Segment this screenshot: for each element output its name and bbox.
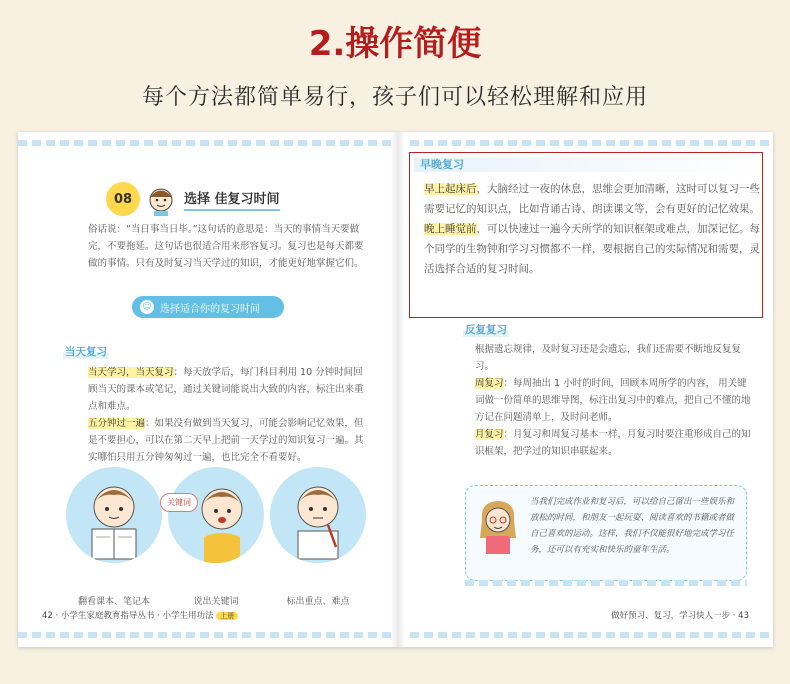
tip-note-bar — [465, 580, 747, 586]
smile-icon: ☺ — [140, 300, 154, 314]
illustration-marking — [270, 467, 366, 563]
page-subtitle: 每个方法都简单易行，孩子们可以轻松理解和应用 — [141, 85, 648, 110]
morning-label: 早上起床后 — [424, 183, 477, 195]
month-label: 月复习 — [475, 429, 504, 440]
boy-face-icon — [144, 182, 178, 216]
right-page — [405, 132, 773, 647]
repeat-review-text — [475, 341, 755, 460]
tip-note-text: 当我们完成作业和复习后，可以给自己留出一些娱乐和放松的时间，和朋友一起玩耍、阅读喜欢的书籍或者做自己喜欢的运动。这样，我们不仅能很好地完成学习任务，还可以有充实和快乐的童年生活。 — [530, 497, 735, 555]
section-label-same-day: 当天复习 — [65, 346, 107, 358]
week-label: 周复习 — [475, 378, 504, 389]
section-label-repeat: 反复复习 — [465, 324, 507, 336]
lesson-number-badge: 08 — [106, 182, 140, 216]
box-label-bar — [414, 158, 760, 172]
caption-2: 说出关键词 — [193, 597, 239, 607]
open-book — [18, 132, 773, 647]
review-intro: 根据遗忘规律，及时复习还是会遗忘，我们还需要不断地反复复习。 — [475, 344, 742, 372]
illustration-reading — [66, 467, 162, 563]
left-footer-text: 42 · 小学生家庭教育指导丛书 · 小学生用功法 — [42, 611, 214, 621]
teacher-face-icon — [476, 498, 520, 554]
lesson-title — [106, 182, 280, 216]
daily-label-2: 五分钟过一遍 — [88, 418, 146, 429]
evening-text: ，可以快速过一遍今天所学的知识框架或难点，加深记忆。每个同学的生物钟和学习习惯都不一样，要根据自己的实际情况和需要，灵活选择合适的复习时间。 — [424, 223, 760, 275]
morning-text: ，大脑经过一夜的休息，思维会更加清晰，这时可以复习一些需要记忆的知识点，比如背诵古诗、朗读课文等，会有更好的记忆效果。 — [424, 183, 760, 215]
keyword-bubble: 关键词 — [160, 493, 198, 512]
daily-label-1: 当天学习，当天复习 — [88, 367, 174, 378]
daily-review-text — [88, 364, 366, 466]
daily-text-2: ：如果没有做到当天复习，可能会影响记忆效果，但是不要担心，可以在第二天早上把前一天学过的知识复习一遍。其实哪怕只用五分钟匆匆过一遍，也比完全不看要好。 — [88, 418, 364, 463]
pill-label: 选择适合你的复习时间 — [160, 303, 260, 315]
book-gutter — [391, 132, 405, 647]
tip-note — [465, 485, 747, 581]
volume-badge: 上册 — [216, 612, 238, 620]
morning-evening-text — [424, 179, 762, 279]
evening-label: 晚上睡觉前 — [424, 223, 477, 235]
intro-paragraph: 俗话说：“当日事当日毕。”这句话的意思是：当天的事情当天要做完，不要拖延。这句话也很适合用来形容复习。复习也是每天都要做的事情。只有及时复习当天学过的知识，才能更好地掌握它们。 — [88, 224, 364, 269]
caption-3: 标出重点、难点 — [286, 597, 350, 607]
illustration-keyword — [168, 467, 264, 563]
boy-speaking-icon — [168, 467, 264, 563]
page-headline: 2.操作简便 — [308, 24, 482, 64]
highlight-box — [409, 152, 763, 318]
boy-marking-icon — [270, 467, 366, 563]
daily-text-1: ：每天放学后，每门科目利用 10 分钟时间回顾当天的课本或笔记，通过关键词能说出大致的内容，标注出来重点和难点。 — [88, 367, 364, 412]
lesson-heading: 选择 佳复习时间 — [184, 188, 280, 211]
section-pill — [132, 296, 284, 318]
left-page — [18, 132, 391, 647]
caption-1: 翻看课本、笔记本 — [77, 597, 150, 607]
month-text: ：月复习和周复习基本一样，月复习时要注重形成自己的知识框架，把学过的知识串联起来。 — [475, 429, 751, 457]
week-text: ：每周抽出 1 小时的时间，回顾本周所学的内容， 用关键词做一份简单的思维导图，标注出复习中的难点，把自己不懂的地方记在问题清单上，及时问老师。 — [475, 378, 751, 423]
right-footer: 做好预习、复习，学习快人一步 · 43 — [611, 611, 749, 621]
section-label-morning-evening: 早晚复习 — [420, 158, 464, 171]
left-footer — [42, 609, 238, 621]
boy-reading-icon — [66, 467, 162, 563]
